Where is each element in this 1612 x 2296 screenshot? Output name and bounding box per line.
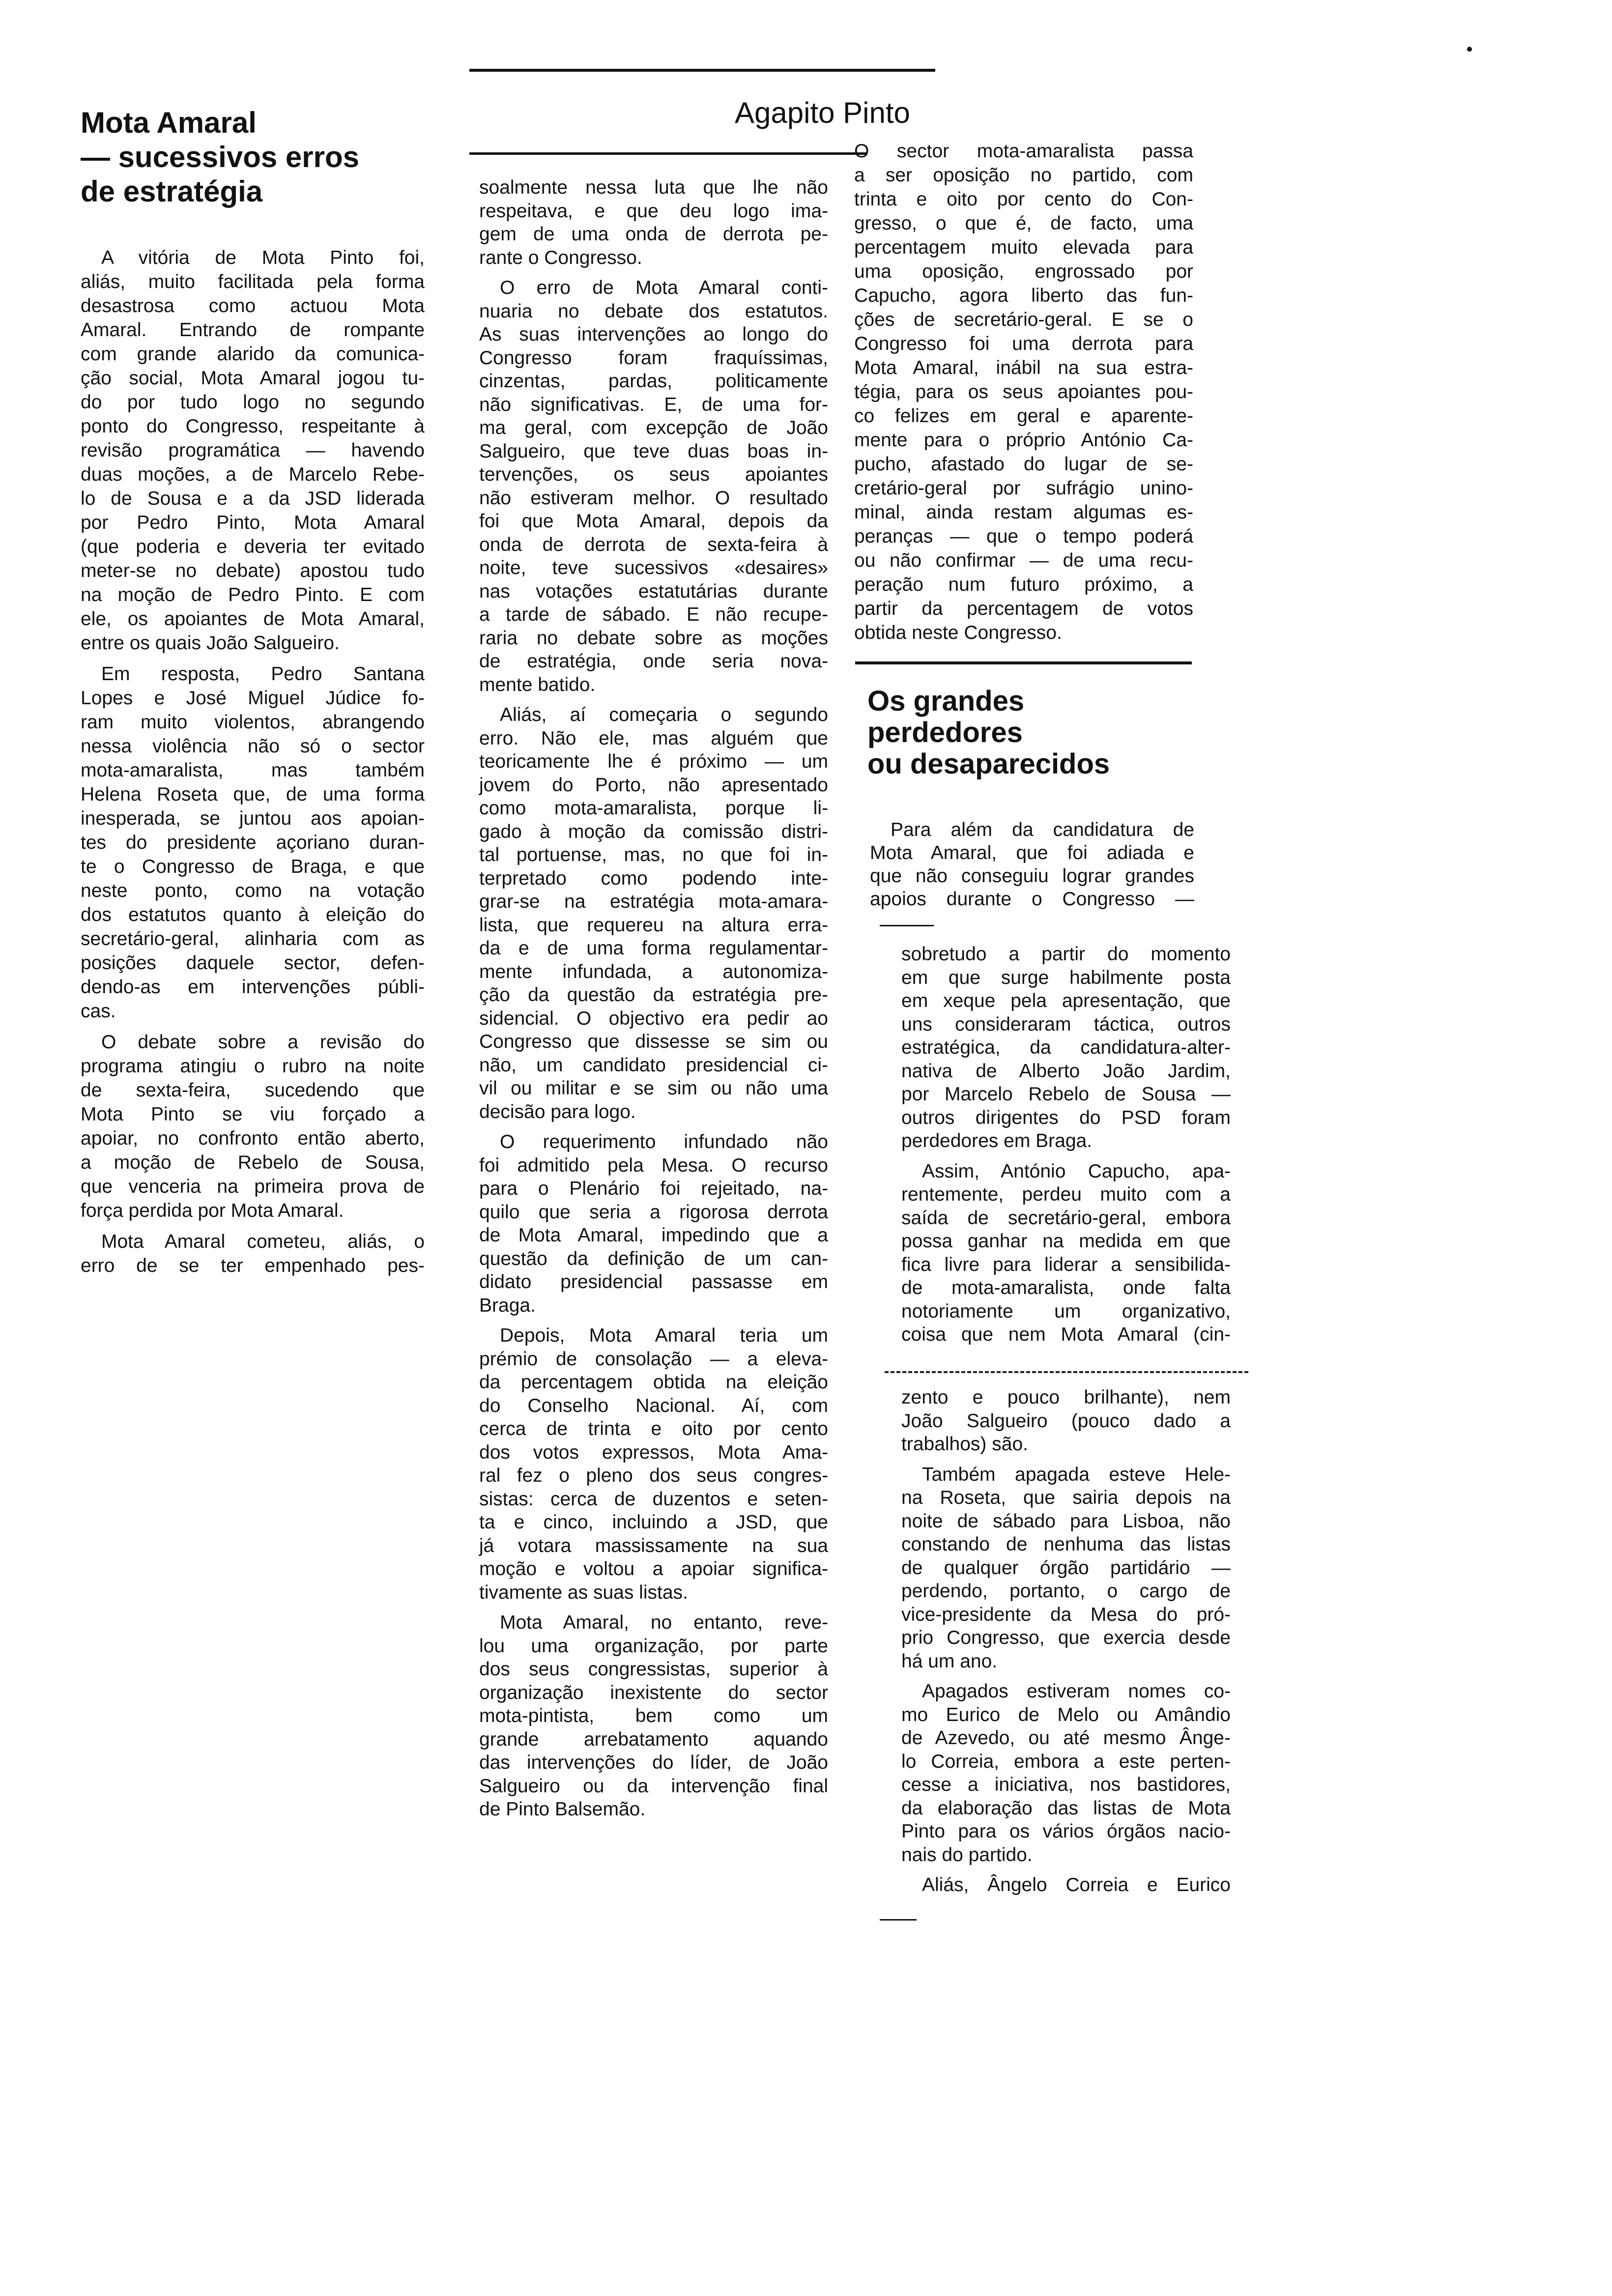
text-line: dos votos expressos, Mota Ama- [479, 1441, 828, 1463]
text-line: lista, que requereu na altura erra- [479, 914, 828, 936]
text-line: Congresso foi uma derrota para [854, 333, 1193, 354]
text-line: organização inexistente do sector [479, 1682, 828, 1703]
paragraph [81, 662, 425, 1023]
text-line: O sector mota-amaralista passa [854, 141, 1193, 162]
text-line: prémio de consolação — a eleva- [479, 1348, 828, 1370]
text-line: de estratégia, onde seria nova- [479, 651, 828, 672]
paragraph [901, 1873, 1231, 1897]
text-line: que venceria na primeira prova de [81, 1176, 425, 1197]
text-line: rante o Congresso. [479, 247, 642, 268]
paragraph [479, 176, 828, 269]
column-1-body [81, 246, 425, 1285]
text-line: nas votações estatutárias durante [479, 580, 828, 602]
text-line: em xeque pela apresentação, que [901, 990, 1231, 1011]
text-line: ção social, Mota Amaral jogou tu- [81, 368, 425, 389]
byline-rule [469, 152, 866, 155]
text-line: de Azevedo, ou até mesmo Ânge- [901, 1727, 1231, 1749]
text-line: notoriamente um organizativo, [901, 1300, 1231, 1322]
text-line: ram muito violentos, abrangendo [81, 712, 425, 733]
text-line: lo Correia, embora a este perten- [901, 1751, 1231, 1772]
text-line: tes do presidente açoriano duran- [81, 832, 425, 853]
text-line: te o Congresso de Braga, e que [81, 856, 425, 877]
paragraph [901, 1386, 1231, 1456]
text-line: Para além da candidatura de [891, 819, 1194, 840]
text-line: por Marcelo Rebelo de Sousa — [901, 1084, 1231, 1105]
text-line: decisão para logo. [479, 1101, 636, 1122]
paragraph [901, 1160, 1231, 1347]
text-line: mota-pintista, bem como um [479, 1705, 828, 1726]
text-line: soalmente nessa luta que lhe não [479, 177, 828, 198]
text-line: Mota Amaral, no entanto, reve- [500, 1612, 828, 1633]
text-line: sobretudo a partir do momento [901, 944, 1231, 965]
text-line: tivamente as suas listas. [479, 1581, 688, 1603]
paragraph [870, 818, 1194, 911]
paragraph [479, 1130, 828, 1317]
text-line: da elaboração das listas de Mota [901, 1797, 1231, 1819]
text-line: onda de derrota de sexta-feira à [479, 534, 828, 555]
text-line: prio Congresso, que exercia desde [901, 1627, 1231, 1648]
text-line: gem de uma onda de derrota pe- [479, 224, 828, 245]
column-3-top-body [854, 139, 1193, 652]
text-line: saída de secretário-geral, embora [901, 1207, 1231, 1229]
text-line: zento e pouco brilhante), nem [901, 1387, 1231, 1408]
text-line: que não conseguiu lograr grandes [870, 865, 1194, 887]
text-line: partir da percentagem de votos [854, 598, 1193, 619]
text-line: noite, teve sucessivos «desaires» [479, 557, 828, 578]
text-line: dendo-as em intervenções públi- [81, 976, 425, 998]
text-line: mente batido. [479, 674, 596, 695]
text-line: teoricamente lhe é próximo — um [479, 751, 828, 772]
text-line: mente infundada, a autonomiza- [479, 961, 828, 982]
text-line: para o Plenário foi rejeitado, na- [479, 1178, 828, 1199]
text-line: Também apagada esteve Hele- [922, 1464, 1231, 1485]
text-line: respeitava, e que deu logo ima- [479, 200, 828, 222]
text-line: dos seus congressistas, superior à [479, 1659, 828, 1680]
text-line: erro. Não ele, mas alguém que [479, 727, 828, 749]
text-line: já votara massissamente na sua [479, 1535, 828, 1556]
text-line: possa ganhar na medida em que [901, 1231, 1231, 1252]
text-line: questão da definição de um can- [479, 1248, 828, 1269]
headline-line: de estratégia [81, 175, 263, 208]
heading-line: ou desaparecidos [867, 748, 1110, 780]
heading-line: perdedores [867, 717, 1023, 748]
text-line: quilo que seria a rigorosa derrota [479, 1201, 828, 1223]
text-line: Salgueiro ou da intervenção final [479, 1775, 828, 1797]
text-line: sidencial. O objectivo era pedir ao [479, 1007, 828, 1029]
text-line: meter-se no debate) apostou tudo [81, 560, 425, 581]
text-line: Lopes e José Miguel Júdice fo- [81, 688, 425, 709]
text-line: Salgueiro, que teve duas boas in- [479, 440, 828, 462]
text-line: Congresso foram fraquíssimas, [479, 347, 828, 369]
text-line: Amaral. Entrando de rompante [81, 319, 425, 341]
text-line: Aliás, Ângelo Correia e Eurico [922, 1874, 1231, 1895]
text-line: secretário-geral, alinharia com as [81, 928, 425, 949]
text-line: aliás, muito facilitada pela forma [81, 271, 425, 292]
text-line: de qualquer órgão partidário — [901, 1557, 1231, 1578]
text-line: Mota Amaral, inábil na sua estra- [854, 357, 1193, 378]
text-line: nais do partido. [901, 1844, 1033, 1866]
paragraph [901, 1680, 1231, 1866]
end-rule [880, 1919, 917, 1921]
headline-line: — sucessivos erros [81, 141, 359, 173]
section-heading [867, 686, 1110, 780]
paragraph [81, 1230, 425, 1278]
text-line: A vitória de Mota Pinto foi, [101, 247, 425, 268]
text-line: outros dirigentes do PSD foram [901, 1107, 1231, 1128]
paragraph [854, 139, 1193, 645]
text-line: na moção de Pedro Pinto. E com [81, 584, 425, 605]
text-line: didato presidencial passasse em [479, 1271, 828, 1292]
paragraph [81, 1030, 425, 1223]
text-line: de Mota Amaral, impedindo que a [479, 1225, 828, 1246]
text-line: ções de secretário-geral. E se o [854, 309, 1193, 330]
text-line: duas moções, a de Marcelo Rebe- [81, 464, 425, 485]
text-line: a tarde de sábado. E não recupe- [479, 604, 828, 625]
text-line: mente para o próprio António Ca- [854, 430, 1193, 451]
text-line: ta e cinco, incluindo a JSD, que [479, 1512, 828, 1533]
text-line: ma geral, com excepção de João [479, 417, 828, 438]
text-line: ou não confirmar — de uma recu- [854, 550, 1193, 571]
text-line: João Salgueiro (pouco dado a [901, 1410, 1231, 1432]
text-line: O debate sobre a revisão do [101, 1032, 425, 1053]
text-line: co felizes em geral e aparente- [854, 405, 1193, 427]
text-line: tervenções, os seus apoiantes [479, 464, 828, 485]
text-line: na Roseta, que sairia depois na [901, 1487, 1231, 1508]
text-line: Congresso que dissesse se sim ou [479, 1031, 828, 1052]
text-line: Aliás, aí começaria o segundo [500, 704, 828, 725]
text-line: há um ano. [901, 1650, 998, 1672]
text-line: peranças — que o tempo poderá [854, 526, 1193, 547]
paragraph [479, 1324, 828, 1604]
text-line: apoiar, no confronto então aberto, [81, 1128, 425, 1149]
text-line: desastrosa como actuou Mota [81, 295, 425, 316]
text-line: de Pinto Balsemão. [479, 1799, 646, 1820]
text-line: grande arrebatamento aquando [479, 1728, 828, 1750]
paragraph [479, 1611, 828, 1821]
text-line: cretário-geral por sufrágio unino- [854, 478, 1193, 499]
text-line: terpretado como podendo inte- [479, 867, 828, 889]
text-line: uns consideraram táctica, outros [901, 1013, 1231, 1035]
text-line: programa atingiu o rubro na noite [81, 1056, 425, 1077]
text-line: Helena Roseta que, de uma forma [81, 784, 425, 805]
break-rule [880, 925, 934, 926]
column-3-middle-body [901, 943, 1231, 1353]
text-line: da percentagem obtida na eleição [479, 1372, 828, 1393]
text-line: cas. [81, 1001, 116, 1022]
text-line: constando de nenhuma das listas [901, 1534, 1231, 1555]
text-line: raria no debate sobre as moções [479, 627, 828, 649]
text-line: entre os quais João Salgueiro. [81, 632, 340, 654]
text-line: das intervenções do líder, de João [479, 1752, 828, 1773]
text-line: inesperada, se juntou aos apoian- [81, 808, 425, 829]
text-line: rentemente, perdeu muito com a [901, 1184, 1231, 1205]
text-line: O requerimento infundado não [500, 1131, 828, 1152]
text-line: com grande alarido da comunica- [81, 344, 425, 365]
text-line: ral fez o pleno dos seus congres- [479, 1465, 828, 1486]
text-line: noite de sábado para Lisboa, não [901, 1510, 1231, 1532]
text-line: erro de se ter empenhado pes- [81, 1255, 425, 1276]
dashed-divider [885, 1371, 1248, 1373]
text-line: mota-amaralista, mas também [81, 760, 425, 781]
text-line: tégia, para os seus apoiantes pou- [854, 381, 1193, 402]
paragraph [479, 703, 828, 1123]
paragraph [479, 276, 828, 696]
text-line: Capucho, agora liberto das fun- [854, 285, 1193, 306]
text-line: não estiveram melhor. O resultado [479, 487, 828, 509]
text-line: por Pedro Pinto, Mota Amaral [81, 512, 425, 533]
text-line: sistas: cerca de duzentos e seten- [479, 1488, 828, 1510]
text-line: revisão programática — havendo [81, 440, 425, 461]
text-line: moção e voltou a apoiar significa- [479, 1558, 828, 1579]
text-line: Mota Amaral, que foi adiada e [870, 842, 1194, 863]
text-line: dos estatutos quanto à eleição do [81, 904, 425, 925]
text-line: perdendo, portanto, o cargo de [901, 1580, 1231, 1602]
text-line: coisa que nem Mota Amaral (cin- [901, 1324, 1231, 1345]
text-line: trinta e oito por cento do Con- [854, 189, 1193, 210]
text-line: O erro de Mota Amaral conti- [500, 277, 828, 298]
text-line: Pinto para os vários órgãos nacio- [901, 1821, 1231, 1842]
text-line: tal portuense, mas, no que foi in- [479, 844, 828, 865]
text-line: lo de Sousa e a da JSD liderada [81, 488, 425, 509]
column-3-bottom-body [901, 1386, 1231, 1904]
top-rule [469, 69, 935, 72]
text-line: a ser oposição no partido, com [854, 165, 1193, 186]
text-line: ele, os apoiantes de Mota Amaral, [81, 608, 425, 630]
text-line: em que surge habilmente posta [901, 967, 1231, 988]
text-line: gresso, o que é, de facto, uma [854, 213, 1193, 234]
text-line: grar-se na estratégia mota-amara- [479, 891, 828, 912]
text-line: não, um candidato presidencial ci- [479, 1054, 828, 1076]
text-line: vice-presidente da Mesa do pró- [901, 1604, 1231, 1625]
text-line: As suas intervenções ao longo do [479, 324, 828, 345]
article-headline [81, 106, 359, 209]
text-line: Em resposta, Pedro Santana [101, 663, 425, 685]
text-line: de sexta-feira, sucedendo que [81, 1080, 425, 1101]
text-line: ponto do Congresso, respeitante à [81, 416, 425, 437]
text-line: a moção de Rebelo de Sousa, [81, 1152, 425, 1173]
paragraph [901, 1463, 1231, 1673]
text-line: obtida neste Congresso. [854, 622, 1062, 643]
text-line: da e de uma forma regulamentar- [479, 938, 828, 959]
text-line: Mota Pinto se viu forçado a [81, 1104, 425, 1125]
text-line: trabalhos) são. [901, 1434, 1028, 1455]
headline-line: Mota Amaral [81, 106, 257, 139]
corner-mark [1467, 47, 1472, 52]
text-line: jovem do Porto, não apresentado [479, 774, 828, 796]
text-line: de mota-amaralista, onde falta [901, 1277, 1231, 1298]
text-line: vil ou militar e se sim ou não uma [479, 1078, 828, 1099]
text-line: cesse a iniciativa, nos bastidores, [901, 1774, 1231, 1795]
text-line: posições daquele sector, defen- [81, 952, 425, 974]
text-line: foi que Mota Amaral, depois da [479, 511, 828, 532]
heading-line: Os grandes [867, 685, 1025, 717]
text-line: do Conselho Nacional. Aí, com [479, 1395, 828, 1416]
text-line: percentagem muito elevada para [854, 237, 1193, 258]
text-line: fica livre para liderar a sensibilida- [901, 1254, 1231, 1275]
text-line: nuaria no debate dos estatutos. [479, 300, 828, 322]
text-line: nativa de Alberto João Jardim, [901, 1060, 1231, 1082]
text-line: peração num futuro próximo, a [854, 574, 1193, 595]
text-line: estratégica, da candidatura-alter- [901, 1037, 1231, 1058]
paragraph [901, 943, 1231, 1153]
text-line: ção da questão da estratégia pre- [479, 984, 828, 1005]
text-line: neste ponto, como na votação [81, 880, 425, 901]
text-line: Depois, Mota Amaral teria um [500, 1325, 828, 1346]
text-line: foi admitido pela Mesa. O recurso [479, 1154, 828, 1176]
text-line: como mota-amaralista, porque li- [479, 798, 828, 819]
section-rule [855, 661, 1192, 664]
column-2-body [479, 176, 828, 1828]
text-line: pucho, afastado do lugar de se- [854, 454, 1193, 475]
text-line: lou uma organização, por parte [479, 1635, 828, 1657]
text-line: mo Eurico de Melo ou Amândio [901, 1704, 1231, 1725]
text-line: Apagados estiveram nomes co- [922, 1681, 1231, 1702]
text-line: uma oposição, engrossado por [854, 261, 1193, 282]
text-line: Braga. [479, 1294, 536, 1316]
text-line: nessa violência não só o sector [81, 736, 425, 757]
text-line: minal, ainda restam algumas es- [854, 502, 1193, 523]
text-line: gado à moção da comissão distri- [479, 821, 828, 842]
text-line: Assim, António Capucho, apa- [922, 1160, 1231, 1182]
paragraph [81, 246, 425, 655]
text-line: não significativas. E, de uma for- [479, 394, 828, 415]
text-line: perdedores em Braga. [901, 1130, 1093, 1151]
text-line: cerca de trinta e oito por cento [479, 1418, 828, 1439]
text-line: do por tudo logo no segundo [81, 392, 425, 413]
text-line: força perdida por Mota Amaral. [81, 1200, 344, 1221]
text-line: Mota Amaral cometeu, aliás, o [101, 1231, 425, 1252]
text-line: cinzentas, pardas, politicamente [479, 371, 828, 392]
author-byline: Agapito Pinto [735, 96, 910, 129]
text-line: (que poderia e deveria ter evitado [81, 536, 425, 557]
text-line: apoios durante o Congresso — [870, 889, 1194, 910]
column-3-intro-body [870, 818, 1194, 918]
